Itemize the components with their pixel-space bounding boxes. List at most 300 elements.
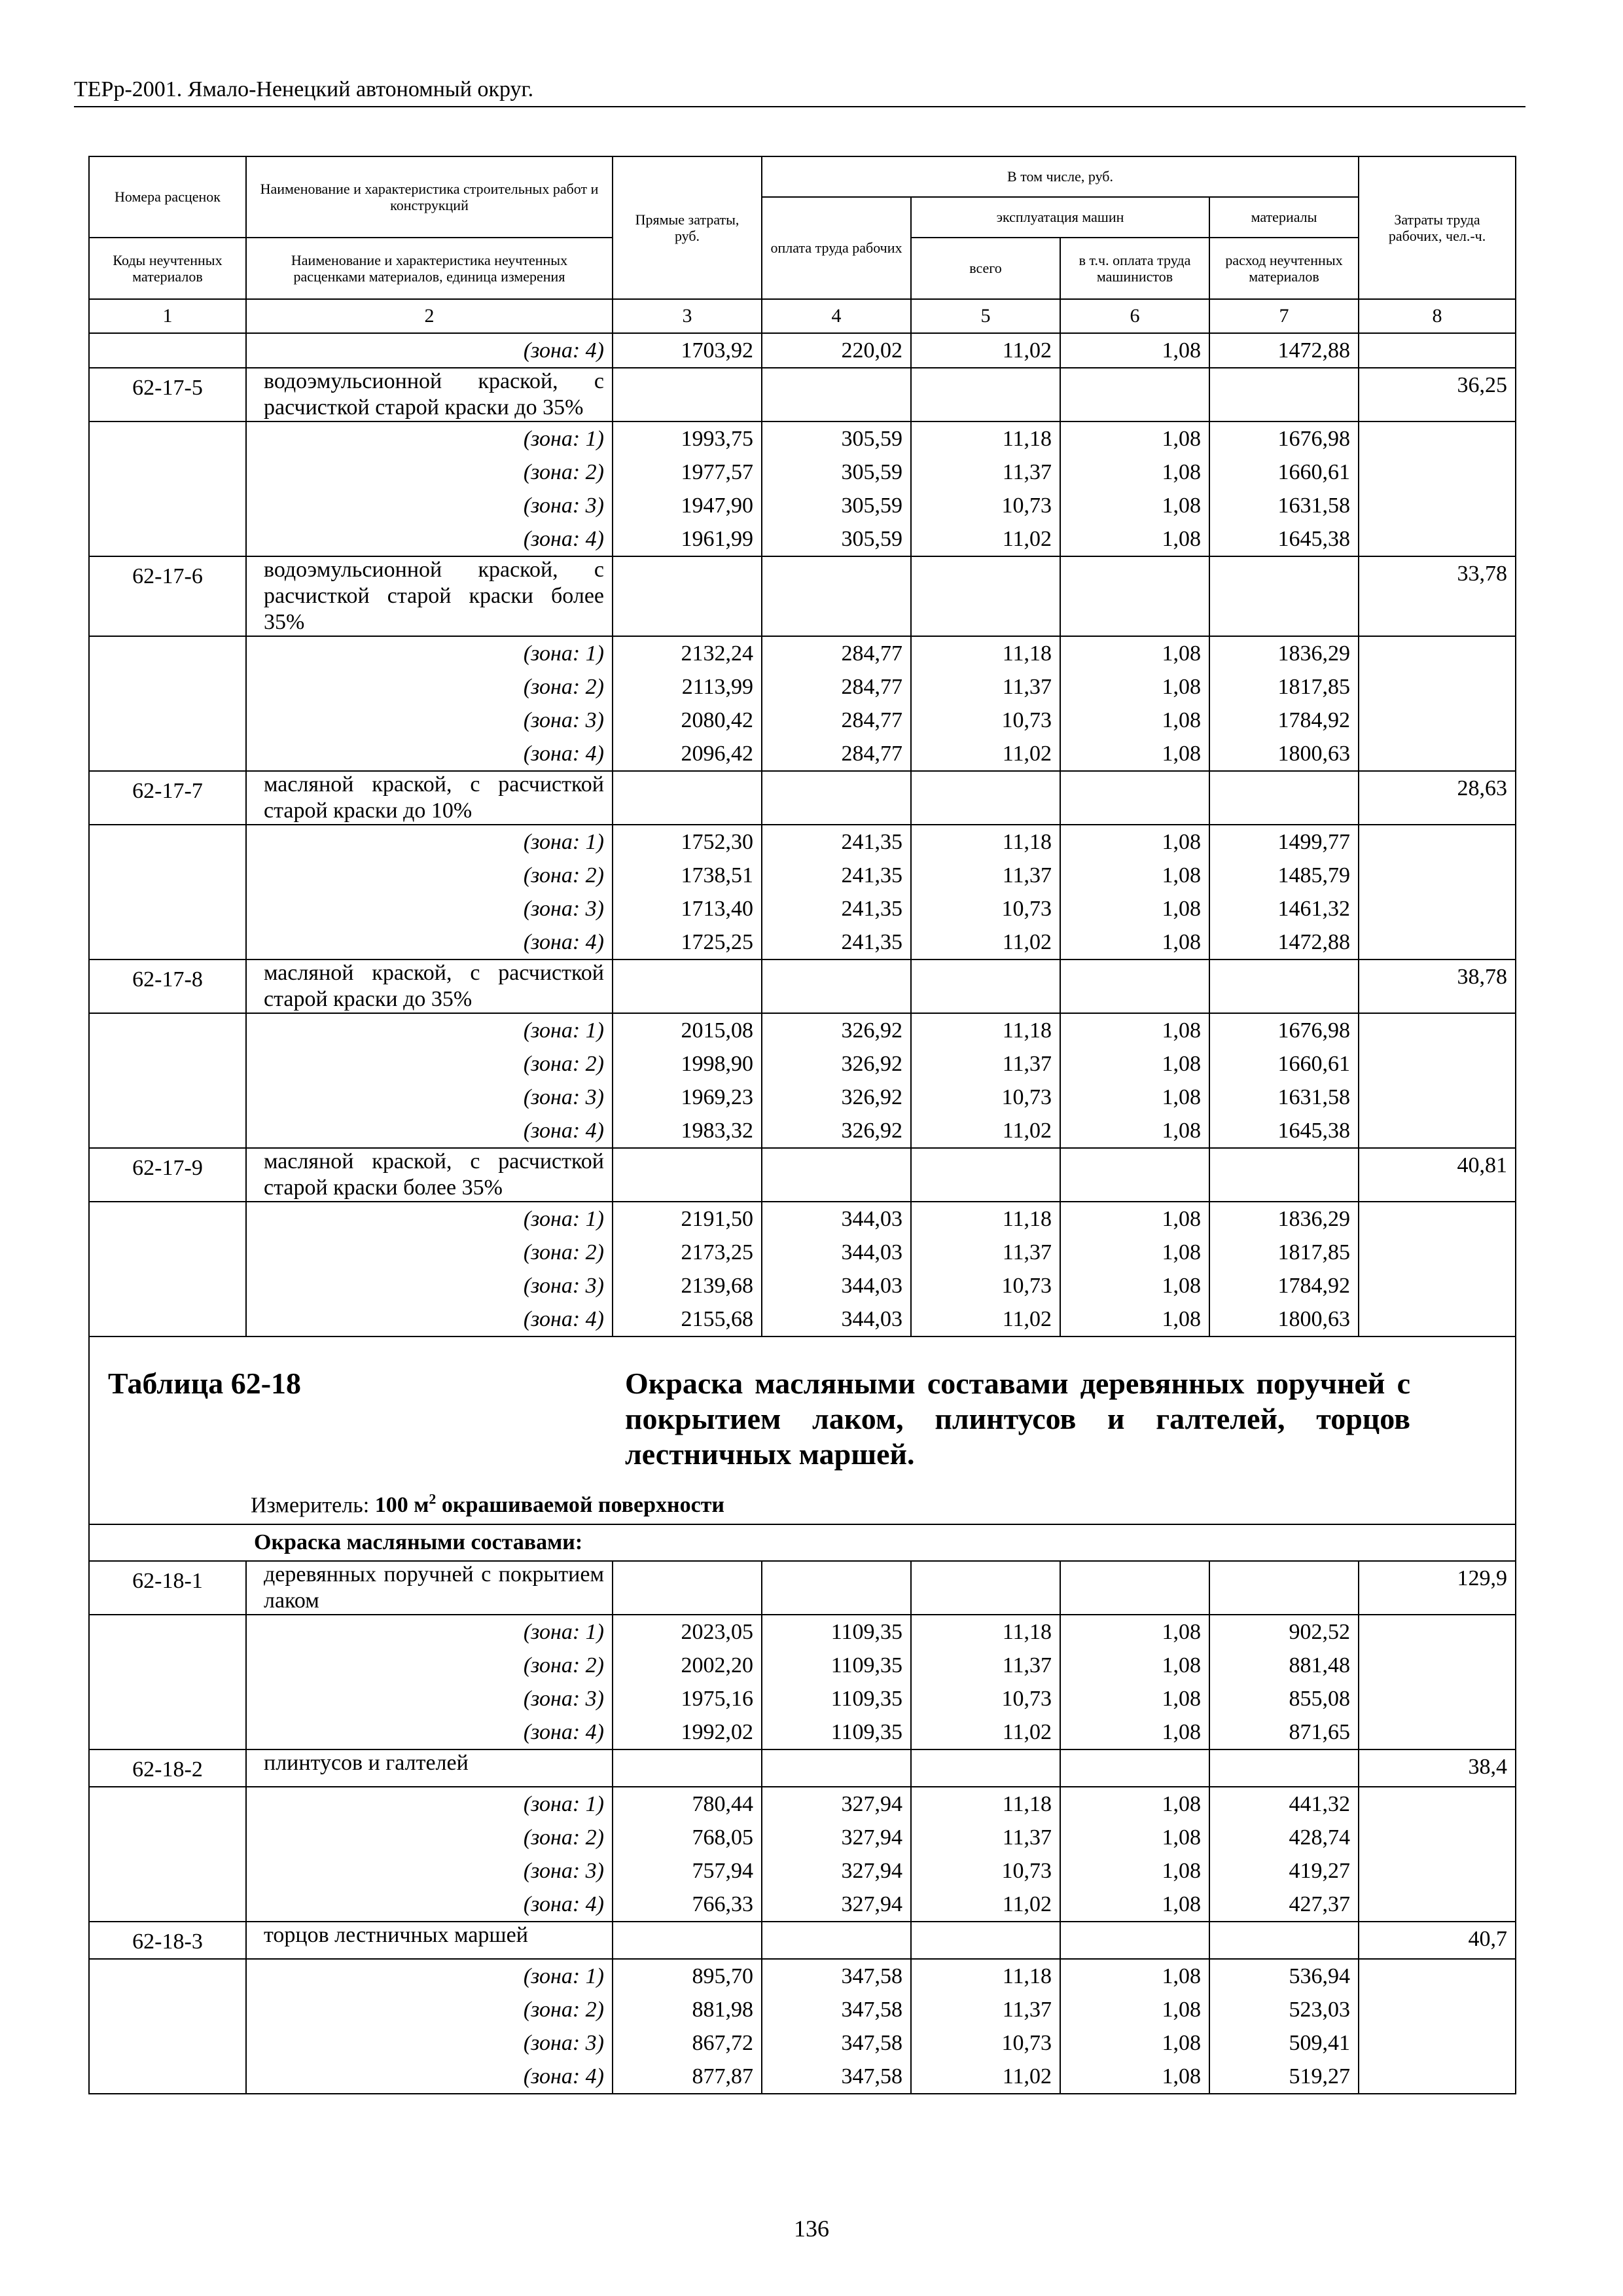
rate-code — [89, 892, 246, 925]
zone-label: (зона: 2) — [246, 670, 613, 704]
table-row — [89, 1821, 1516, 1854]
materials-cost: 1784,92 — [1209, 1269, 1359, 1302]
machines-wages: 1,08 — [1060, 1047, 1209, 1081]
header-rule — [74, 106, 1525, 107]
zone-label: (зона: 2) — [246, 1649, 613, 1682]
labor-cost — [1359, 1236, 1516, 1269]
rate-code: 62-18-3 — [89, 1922, 246, 1959]
machines-wages: 1,08 — [1060, 1682, 1209, 1715]
labor-cost — [1359, 1682, 1516, 1715]
zone-label: (зона: 2) — [246, 1236, 613, 1269]
machines-wages: 1,08 — [1060, 1114, 1209, 1148]
table-row — [89, 1682, 1516, 1715]
direct-cost: 2139,68 — [613, 1269, 762, 1302]
labor-cost — [1359, 2060, 1516, 2094]
empty-cell — [613, 1922, 762, 1959]
wages-cost: 284,77 — [762, 704, 911, 737]
labor-cost — [1359, 1888, 1516, 1922]
wages-cost: 241,35 — [762, 925, 911, 960]
empty-cell — [762, 368, 911, 422]
empty-cell — [1060, 368, 1209, 422]
empty-cell — [1209, 1561, 1359, 1615]
zone-label: (зона: 1) — [246, 1787, 613, 1821]
col-number: 6 — [1060, 299, 1209, 333]
wages-cost: 344,03 — [762, 1236, 911, 1269]
direct-cost: 757,94 — [613, 1854, 762, 1888]
rate-code — [89, 825, 246, 859]
rate-code — [89, 1649, 246, 1682]
machines-wages: 1,08 — [1060, 704, 1209, 737]
labor-cost — [1359, 1615, 1516, 1649]
rate-code — [89, 925, 246, 960]
machines-total: 10,73 — [911, 2026, 1060, 2060]
machines-total: 11,02 — [911, 333, 1060, 368]
machines-total: 11,18 — [911, 825, 1060, 859]
zone-label: (зона: 1) — [246, 825, 613, 859]
zone-label: (зона: 4) — [246, 522, 613, 556]
labor-cost: 129,9 — [1359, 1561, 1516, 1615]
labor-cost — [1359, 522, 1516, 556]
zone-label: (зона: 3) — [246, 1682, 613, 1715]
rate-code — [89, 1202, 246, 1236]
work-description: масляной краской, с расчисткой старой краски до 10% — [246, 771, 613, 825]
labor-cost — [1359, 859, 1516, 892]
empty-cell — [613, 1148, 762, 1202]
machines-total: 11,37 — [911, 859, 1060, 892]
machines-wages: 1,08 — [1060, 737, 1209, 771]
labor-cost: 40,7 — [1359, 1922, 1516, 1959]
materials-cost: 1660,61 — [1209, 456, 1359, 489]
rate-code — [89, 1302, 246, 1336]
labor-cost — [1359, 1302, 1516, 1336]
empty-cell — [762, 556, 911, 636]
labor-cost — [1359, 636, 1516, 670]
machines-wages: 1,08 — [1060, 892, 1209, 925]
rate-code — [89, 1682, 246, 1715]
table-row — [89, 333, 1516, 368]
zone-label: (зона: 4) — [246, 1715, 613, 1749]
table-body-62-18 — [89, 1561, 1516, 2094]
direct-cost: 2080,42 — [613, 704, 762, 737]
machines-total: 10,73 — [911, 892, 1060, 925]
col-codes: Коды неучтенных материалов — [89, 238, 246, 299]
empty-cell — [1060, 1922, 1209, 1959]
direct-cost: 1983,32 — [613, 1114, 762, 1148]
table-row — [89, 737, 1516, 771]
direct-cost: 1977,57 — [613, 456, 762, 489]
table-row — [89, 925, 1516, 960]
materials-cost: 1461,32 — [1209, 892, 1359, 925]
materials-cost: 1800,63 — [1209, 1302, 1359, 1336]
col-mat-unaccounted: расход неучтенных материалов — [1209, 238, 1359, 299]
direct-cost: 1752,30 — [613, 825, 762, 859]
table-row — [89, 825, 1516, 859]
table-caption: Окраска масляными составами деревянных поручней с покрытием лаком, плинтусов и галтелей, торцов лестничных маршей. — [625, 1367, 1410, 1471]
zone-label: (зона: 1) — [246, 1202, 613, 1236]
zone-label: (зона: 1) — [246, 1959, 613, 1993]
machines-wages: 1,08 — [1060, 1236, 1209, 1269]
machines-wages: 1,08 — [1060, 1854, 1209, 1888]
table-row — [89, 2060, 1516, 2094]
machines-total: 10,73 — [911, 1854, 1060, 1888]
empty-cell — [1060, 960, 1209, 1013]
table-row — [89, 1854, 1516, 1888]
work-description: деревянных поручней с покрытием лаком — [246, 1561, 613, 1615]
wages-cost: 241,35 — [762, 825, 911, 859]
labor-cost — [1359, 1081, 1516, 1114]
machines-wages: 1,08 — [1060, 522, 1209, 556]
materials-cost: 1631,58 — [1209, 1081, 1359, 1114]
rate-row — [89, 368, 1516, 422]
zone-label: (зона: 3) — [246, 1269, 613, 1302]
empty-cell — [1209, 556, 1359, 636]
zone-label: (зона: 1) — [246, 1013, 613, 1047]
wages-cost: 241,35 — [762, 892, 911, 925]
direct-cost: 1992,02 — [613, 1715, 762, 1749]
machines-total: 11,02 — [911, 925, 1060, 960]
rate-code: 62-17-5 — [89, 368, 246, 422]
direct-cost: 1993,75 — [613, 422, 762, 456]
machines-wages: 1,08 — [1060, 1959, 1209, 1993]
work-description: водоэмульсионной краской, с расчисткой старой краски более 35% — [246, 556, 613, 636]
wages-cost: 1109,35 — [762, 1615, 911, 1649]
labor-cost: 28,63 — [1359, 771, 1516, 825]
empty-cell — [613, 960, 762, 1013]
rate-code — [89, 522, 246, 556]
empty-cell — [613, 368, 762, 422]
direct-cost: 2132,24 — [613, 636, 762, 670]
machines-wages: 1,08 — [1060, 1888, 1209, 1922]
empty-cell — [1060, 1749, 1209, 1787]
rate-code — [89, 422, 246, 456]
machines-wages: 1,08 — [1060, 1787, 1209, 1821]
table-62-18-section — [89, 1336, 1516, 1561]
zone-label: (зона: 3) — [246, 2026, 613, 2060]
work-description: плинтусов и галтелей — [246, 1749, 613, 1787]
zone-label: (зона: 2) — [246, 1821, 613, 1854]
table-title-row — [89, 1336, 1516, 1524]
wages-cost: 347,58 — [762, 1959, 911, 1993]
table-row — [89, 1236, 1516, 1269]
wages-cost: 305,59 — [762, 456, 911, 489]
materials-cost: 509,41 — [1209, 2026, 1359, 2060]
work-description: масляной краской, с расчисткой старой краски более 35% — [246, 1148, 613, 1202]
col-number: 4 — [762, 299, 911, 333]
machines-wages: 1,08 — [1060, 1202, 1209, 1236]
machines-total: 10,73 — [911, 489, 1060, 522]
empty-cell — [911, 1148, 1060, 1202]
table-row — [89, 1888, 1516, 1922]
machines-total: 11,37 — [911, 1047, 1060, 1081]
machines-wages: 1,08 — [1060, 1993, 1209, 2026]
zone-label: (зона: 4) — [246, 1888, 613, 1922]
table-label: Таблица 62-18 — [108, 1367, 302, 1400]
direct-cost: 867,72 — [613, 2026, 762, 2060]
materials-cost: 523,03 — [1209, 1993, 1359, 2026]
rate-row — [89, 960, 1516, 1013]
zone-label: (зона: 2) — [246, 456, 613, 489]
direct-cost: 768,05 — [613, 1821, 762, 1854]
machines-total: 11,18 — [911, 1959, 1060, 1993]
work-description: масляной краской, с расчисткой старой краски до 35% — [246, 960, 613, 1013]
machines-wages: 1,08 — [1060, 925, 1209, 960]
machines-wages: 1,08 — [1060, 2026, 1209, 2060]
wages-cost: 327,94 — [762, 1821, 911, 1854]
machines-wages: 1,08 — [1060, 1302, 1209, 1336]
wages-cost: 326,92 — [762, 1081, 911, 1114]
empty-cell — [1060, 771, 1209, 825]
rate-row — [89, 1922, 1516, 1959]
table-row — [89, 1302, 1516, 1336]
measure-value: 100 $м^2$ окрашиваемой поверхности — [374, 1491, 724, 1518]
empty-cell — [762, 1749, 911, 1787]
work-description: водоэмульсионной краской, с расчисткой старой краски до 35% — [246, 368, 613, 422]
rate-code — [89, 1269, 246, 1302]
machines-wages: 1,08 — [1060, 859, 1209, 892]
table-row — [89, 1013, 1516, 1047]
machines-wages: 1,08 — [1060, 1013, 1209, 1047]
materials-cost: 1631,58 — [1209, 489, 1359, 522]
direct-cost: 1961,99 — [613, 522, 762, 556]
rate-row — [89, 556, 1516, 636]
empty-cell — [1060, 1561, 1209, 1615]
measure-prefix: Измеритель: — [251, 1493, 370, 1518]
running-header: ТЕРр-2001. Ямало-Ненецкий автономный округ. — [74, 77, 534, 101]
machines-wages: 1,08 — [1060, 2060, 1209, 2094]
materials-cost: 1485,79 — [1209, 859, 1359, 892]
direct-cost: 881,98 — [613, 1993, 762, 2026]
wages-cost: 220,02 — [762, 333, 911, 368]
empty-cell — [911, 1749, 1060, 1787]
machines-total: 11,37 — [911, 1236, 1060, 1269]
rate-code — [89, 333, 246, 368]
labor-cost — [1359, 489, 1516, 522]
col-number: 2 — [246, 299, 613, 333]
zone-label: (зона: 2) — [246, 859, 613, 892]
direct-cost: 2023,05 — [613, 1615, 762, 1649]
labor-cost — [1359, 1114, 1516, 1148]
materials-cost: 519,27 — [1209, 2060, 1359, 2094]
table-row — [89, 1615, 1516, 1649]
materials-cost: 1817,85 — [1209, 1236, 1359, 1269]
table-row — [89, 522, 1516, 556]
empty-cell — [1209, 1148, 1359, 1202]
direct-cost: 2015,08 — [613, 1013, 762, 1047]
table-row — [89, 892, 1516, 925]
zone-label: (зона: 1) — [246, 1615, 613, 1649]
zone-label: (зона: 2) — [246, 1993, 613, 2026]
zone-label: (зона: 1) — [246, 636, 613, 670]
labor-cost: 36,25 — [1359, 368, 1516, 422]
wages-cost: 1109,35 — [762, 1715, 911, 1749]
direct-cost: 895,70 — [613, 1959, 762, 1993]
wages-cost: 327,94 — [762, 1854, 911, 1888]
machines-total: 11,02 — [911, 1888, 1060, 1922]
wages-cost: 326,92 — [762, 1047, 911, 1081]
table-row — [89, 859, 1516, 892]
zone-label: (зона: 4) — [246, 925, 613, 960]
wages-cost: 326,92 — [762, 1013, 911, 1047]
machines-total: 11,02 — [911, 1302, 1060, 1336]
col-number: 5 — [911, 299, 1060, 333]
direct-cost: 2096,42 — [613, 737, 762, 771]
direct-cost: 2155,68 — [613, 1302, 762, 1336]
machines-total: 11,18 — [911, 636, 1060, 670]
labor-cost: 38,4 — [1359, 1749, 1516, 1787]
empty-cell — [1209, 960, 1359, 1013]
direct-cost: 780,44 — [613, 1787, 762, 1821]
direct-cost: 1713,40 — [613, 892, 762, 925]
rate-code — [89, 1236, 246, 1269]
col-mach-total: всего — [911, 238, 1060, 299]
rate-code — [89, 1821, 246, 1854]
empty-cell — [1209, 771, 1359, 825]
direct-cost: 877,87 — [613, 2060, 762, 2094]
labor-cost: 40,81 — [1359, 1148, 1516, 1202]
rate-code: 62-17-9 — [89, 1148, 246, 1202]
machines-wages: 1,08 — [1060, 1821, 1209, 1854]
empty-cell — [1209, 368, 1359, 422]
materials-cost: 1817,85 — [1209, 670, 1359, 704]
materials-cost: 1472,88 — [1209, 925, 1359, 960]
wages-cost: 284,77 — [762, 670, 911, 704]
materials-cost: 1676,98 — [1209, 422, 1359, 456]
labor-cost — [1359, 1649, 1516, 1682]
labor-cost — [1359, 1047, 1516, 1081]
empty-cell — [1209, 1922, 1359, 1959]
empty-cell — [911, 1922, 1060, 1959]
rate-row — [89, 1148, 1516, 1202]
materials-cost: 441,32 — [1209, 1787, 1359, 1821]
wages-cost: 284,77 — [762, 636, 911, 670]
machines-wages: 1,08 — [1060, 1715, 1209, 1749]
rate-row — [89, 771, 1516, 825]
rate-row — [89, 1561, 1516, 1615]
direct-cost: 1703,92 — [613, 333, 762, 368]
rate-code — [89, 2026, 246, 2060]
empty-cell — [613, 556, 762, 636]
empty-cell — [613, 1561, 762, 1615]
zone-label: (зона: 4) — [246, 1114, 613, 1148]
rate-code — [89, 670, 246, 704]
table-row — [89, 1715, 1516, 1749]
col-number: 8 — [1359, 299, 1516, 333]
table-row — [89, 636, 1516, 670]
labor-cost — [1359, 333, 1516, 368]
direct-cost: 1725,25 — [613, 925, 762, 960]
table-row — [89, 489, 1516, 522]
empty-cell — [762, 771, 911, 825]
labor-cost — [1359, 670, 1516, 704]
rate-code: 62-18-2 — [89, 1749, 246, 1787]
zone-label: (зона: 3) — [246, 1081, 613, 1114]
direct-cost: 2191,50 — [613, 1202, 762, 1236]
empty-cell — [911, 368, 1060, 422]
labor-cost — [1359, 1715, 1516, 1749]
table-row — [89, 670, 1516, 704]
rate-code — [89, 1013, 246, 1047]
rate-code — [89, 1959, 246, 1993]
measure-line — [251, 1485, 1495, 1520]
zone-label: (зона: 1) — [246, 422, 613, 456]
materials-cost: 427,37 — [1209, 1888, 1359, 1922]
empty-cell — [911, 556, 1060, 636]
machines-total: 11,18 — [911, 1202, 1060, 1236]
materials-cost: 1800,63 — [1209, 737, 1359, 771]
machines-total: 11,37 — [911, 1649, 1060, 1682]
materials-cost: 1499,77 — [1209, 825, 1359, 859]
zone-label: (зона: 4) — [246, 1302, 613, 1336]
wages-cost: 305,59 — [762, 522, 911, 556]
table-row — [89, 1114, 1516, 1148]
zone-label: (зона: 3) — [246, 1854, 613, 1888]
labor-cost — [1359, 1202, 1516, 1236]
rate-code — [89, 1854, 246, 1888]
machines-total: 10,73 — [911, 1269, 1060, 1302]
zone-label: (зона: 4) — [246, 333, 613, 368]
table-row — [89, 704, 1516, 737]
machines-wages: 1,08 — [1060, 456, 1209, 489]
empty-cell — [1060, 1148, 1209, 1202]
rate-code — [89, 1081, 246, 1114]
materials-cost: 1836,29 — [1209, 1202, 1359, 1236]
machines-total: 11,02 — [911, 2060, 1060, 2094]
machines-total: 11,02 — [911, 1715, 1060, 1749]
labor-cost — [1359, 1959, 1516, 1993]
col-materials: материалы — [1209, 197, 1359, 238]
col-name: Наименование и характеристика строительных работ и конструкций — [246, 156, 613, 238]
materials-cost: 1784,92 — [1209, 704, 1359, 737]
rate-code: 62-17-7 — [89, 771, 246, 825]
table-row — [89, 456, 1516, 489]
rate-code — [89, 636, 246, 670]
labor-cost — [1359, 422, 1516, 456]
table-row — [89, 1649, 1516, 1682]
materials-cost: 1645,38 — [1209, 522, 1359, 556]
zone-label: (зона: 3) — [246, 704, 613, 737]
table-row — [89, 1993, 1516, 2026]
labor-cost — [1359, 456, 1516, 489]
machines-total: 11,02 — [911, 1114, 1060, 1148]
machines-wages: 1,08 — [1060, 825, 1209, 859]
wages-cost: 1109,35 — [762, 1649, 911, 1682]
direct-cost: 1998,90 — [613, 1047, 762, 1081]
machines-total: 10,73 — [911, 1081, 1060, 1114]
labor-cost — [1359, 925, 1516, 960]
table-row — [89, 1959, 1516, 1993]
labor-cost — [1359, 1787, 1516, 1821]
materials-cost: 1676,98 — [1209, 1013, 1359, 1047]
wages-cost: 327,94 — [762, 1888, 911, 1922]
col-labor: Затраты труда рабочих, чел.-ч. — [1359, 156, 1516, 299]
rate-code: 62-18-1 — [89, 1561, 246, 1615]
rate-code — [89, 1114, 246, 1148]
col-machines: эксплуатация машин — [911, 197, 1209, 238]
table-row — [89, 1202, 1516, 1236]
rate-code — [89, 1615, 246, 1649]
wages-cost: 347,58 — [762, 1993, 911, 2026]
machines-wages: 1,08 — [1060, 422, 1209, 456]
materials-cost: 1645,38 — [1209, 1114, 1359, 1148]
labor-cost — [1359, 1854, 1516, 1888]
direct-cost: 2113,99 — [613, 670, 762, 704]
wages-cost: 1109,35 — [762, 1682, 911, 1715]
labor-cost — [1359, 2026, 1516, 2060]
zone-label: (зона: 4) — [246, 2060, 613, 2094]
machines-wages: 1,08 — [1060, 1615, 1209, 1649]
subheading: Окраска масляными составами: — [246, 1524, 1516, 1561]
table-header — [89, 156, 1516, 333]
